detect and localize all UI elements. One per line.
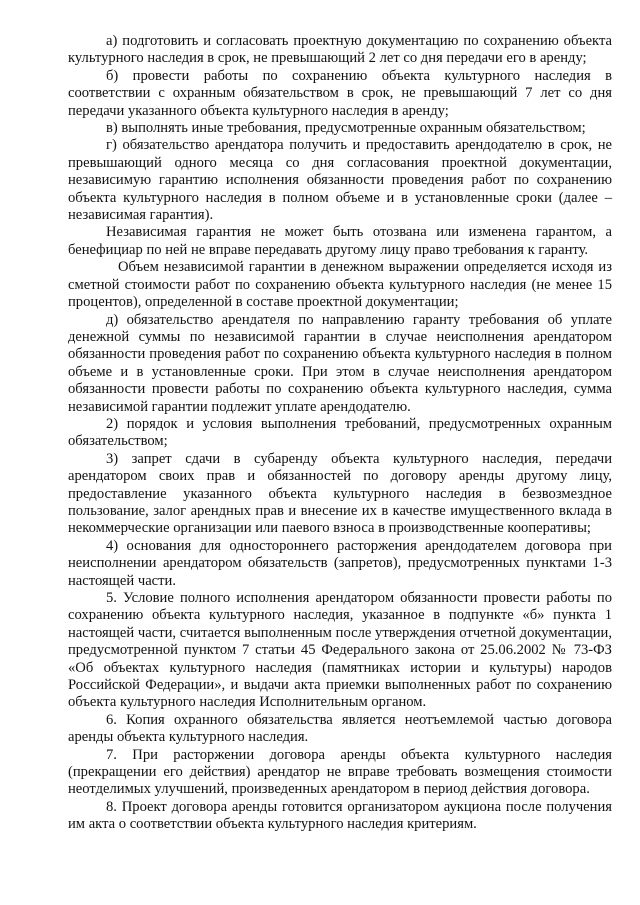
paragraph-point-3: 3) запрет сдачи в субаренду объекта культурного наследия, передачи арендатором своих прав и обязанностей по договору аренды другому лицу, предоставление указанного объекта культурного наследия в безвозмездное пользование, залог арендных прав и внесение их в качестве имущественного вклада в некоммерческие организации или паевого взноса в производственные кооперативы; xyxy=(68,450,612,537)
paragraph-item-d: д) обязательство арендателя по направлению гаранту требования об уплате денежной суммы по независимой гарантии в случае неисполнения арендатором обязанности проведения работ по сохранению объекта культурного наследия в полном объеме и в установленные сроки. При этом в случае неисполнения арендатором обязанности провести работы по сохранению объекта культурного наследия, сумма независимой гарантии подлежит уплате арендодателю. xyxy=(68,311,612,415)
paragraph-point-4: 4) основания для одностороннего расторжения арендодателем договора при неисполнении арендатором обязательств (запретов), предусмотренных пунктами 1-3 настоящей части. xyxy=(68,537,612,589)
paragraph-item-b: б) провести работы по сохранению объекта культурного наследия в соответствии с охранным обязательством в срок, не превышающий 7 лет со дня передачи указанного объекта культурного наследия в аренду; xyxy=(68,67,612,119)
document-body xyxy=(68,33,612,834)
paragraph-item-a: а) подготовить и согласовать проектную документацию по сохранению объекта культурного наследия в срок, не превышающий 2 лет со дня передачи его в аренду; xyxy=(68,33,612,67)
paragraph-section-8: 8. Проект договора аренды готовится организатором аукциона после получения им акта о соответствии объекта культурного наследия критериям. xyxy=(68,798,612,833)
paragraph-section-5: 5. Условие полного исполнения арендатором обязанности провести работы по сохранению объекта культурного наследия, указанное в подпункте «б» пункта 1 настоящей части, считается выполненным после утверждения отчетной документации, предусмотренной пунктом 7 статьи 45 Федерального закона от 25.06.2002 № 73-ФЗ «Об объектах культурного наследия (памятниках истории и культуры) народов Российской Федерации», и выдачи акта приемки выполненных работ по сохранению объекта культурного наследия Исполнительным органом. xyxy=(68,590,612,711)
paragraph-item-g: г) обязательство арендатора получить и предоставить арендодателю в срок, не превышающий одного месяца со дня согласования проектной документации, независимую гарантию исполнения обязанности проведения работ по сохранению объекта культурного наследия в полном объеме и в установленные сроки (далее – независимая гарантия). xyxy=(68,137,612,224)
paragraph-point-2: 2) порядок и условия выполнения требований, предусмотренных охранным обязательством; xyxy=(68,415,612,450)
paragraph-item-v: в) выполнять иные требования, предусмотренные охранным обязательством; xyxy=(106,120,586,137)
paragraph-section-6: 6. Копия охранного обязательства является неотъемлемой частью договора аренды объекта культурного наследия. xyxy=(68,711,612,746)
paragraph-guarantee-irrevocable: Независимая гарантия не может быть отозвана или изменена гарантом, а бенефициар по ней не вправе передавать другому лицу право требования к гаранту. xyxy=(68,224,612,258)
paragraph-section-7: 7. При расторжении договора аренды объекта культурного наследия (прекращении его действия) арендатор не вправе требовать возмещения стоимости неотделимых улучшений, произведенных арендатором в период действия договора. xyxy=(68,746,612,798)
paragraph-guarantee-amount: Объем независимой гарантии в денежном выражении определяется исходя из сметной стоимости работ по сохранению объекта культурного наследия (не менее 15 процентов), определенной в составе проектной документации; xyxy=(68,259,612,311)
